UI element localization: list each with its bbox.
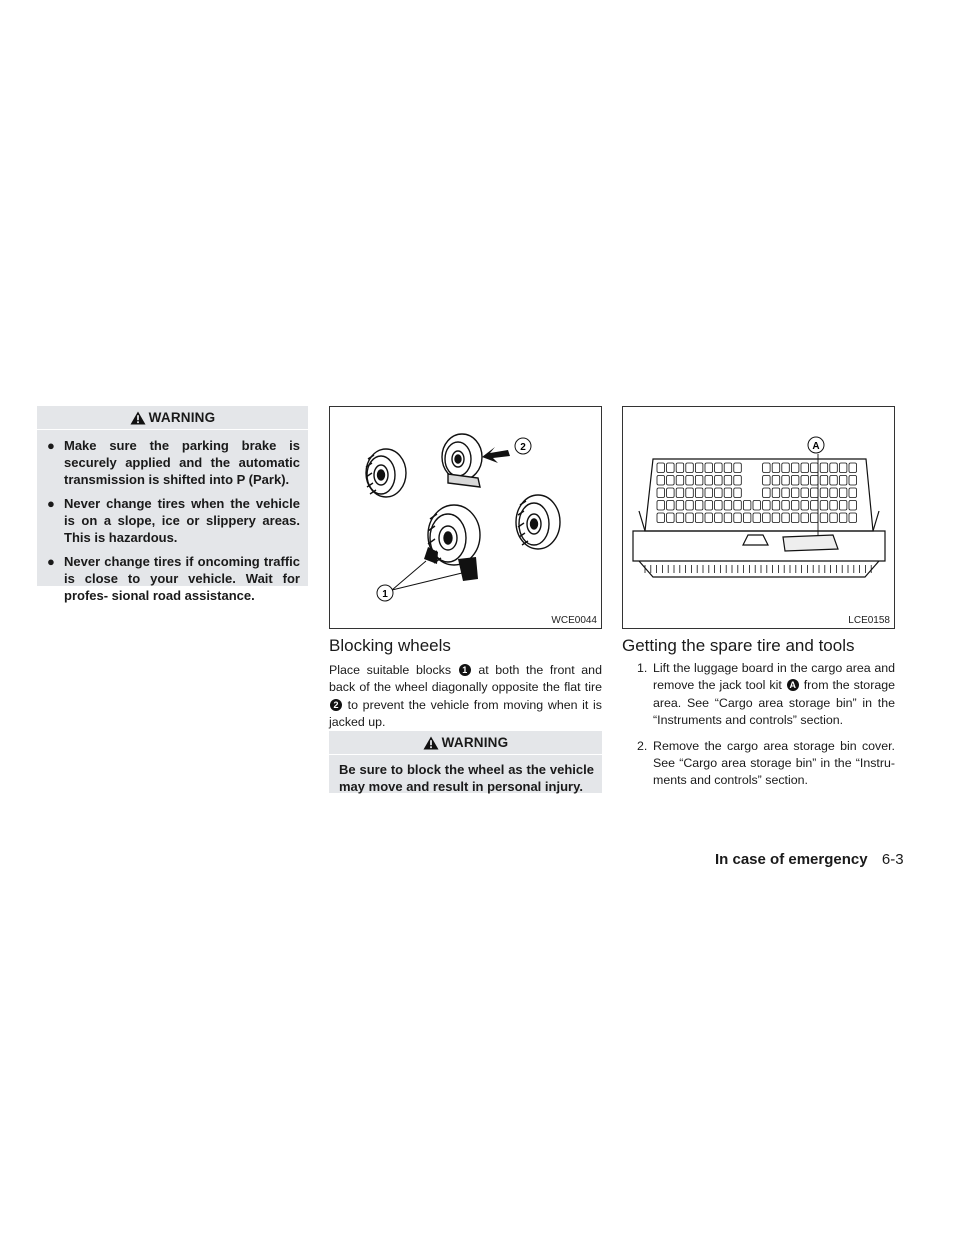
blocking-paragraph: Place suitable blocks 1 at both the front and back of the wheel diagonally opposite the flat tire 2 to prevent the vehicle from moving when it is jacked up.: [329, 663, 602, 730]
bullet-icon: ●: [47, 438, 55, 453]
warning-title: WARNING: [441, 735, 509, 750]
step-item: 1. Lift the luggage board in the cargo area and remove the jack tool kit A from the storage area. See “Cargo area storage bin” in the “Instruments and controls” section.: [637, 661, 895, 728]
cargo-illustration: [623, 407, 894, 612]
callout-1: 1: [382, 589, 388, 600]
warning-title: WARNING: [148, 410, 216, 425]
warning-text: Be sure to block the wheel as the vehicle may move and result in personal injury.: [339, 762, 594, 794]
warning-triangle-icon: [423, 736, 439, 750]
marker-1: 1: [459, 664, 471, 676]
callout-a: A: [812, 441, 820, 452]
warning-item: ● Never change tires when the vehicle is on a slope, ice or slippery areas. This is hazardous.: [47, 496, 300, 545]
bullet-icon: ●: [47, 554, 55, 569]
warning-header: [37, 406, 308, 430]
warning-item: ● Never change tires if oncoming traffic is close to your vehicle. Wait for profes- sional road assistance.: [47, 554, 300, 603]
figure-cargo-area: [622, 406, 895, 629]
bullet-icon: ●: [47, 496, 55, 511]
figure-code: LCE0158: [848, 615, 890, 626]
marker-2: 2: [330, 699, 342, 711]
step-item: 2. Remove the cargo area storage bin cover. See “Cargo area storage bin” in the “Instru- ments and controls” section.: [637, 738, 895, 788]
section-name: In case of emergency: [715, 851, 868, 868]
marker-a: A: [787, 679, 799, 691]
warning-item: ● Make sure the parking brake is securely applied and the automatic transmission is shifted into P (Park).: [47, 438, 300, 487]
warning-box-block: [329, 731, 602, 793]
wheels-illustration: [330, 407, 601, 612]
callout-2: 2: [520, 442, 526, 453]
warning-header: [329, 731, 602, 755]
warning-box-safety: [37, 406, 308, 603]
heading-blocking-wheels: Blocking wheels: [329, 636, 451, 655]
spare-steps: [637, 660, 895, 798]
page-number: 6-3: [881, 851, 904, 868]
figure-code: WCE0044: [551, 615, 597, 626]
heading-spare-tire: Getting the spare tire and tools: [622, 636, 855, 655]
page-footer: [715, 851, 904, 868]
figure-wheel-blocks: [329, 406, 602, 629]
warning-triangle-icon: [130, 411, 146, 425]
